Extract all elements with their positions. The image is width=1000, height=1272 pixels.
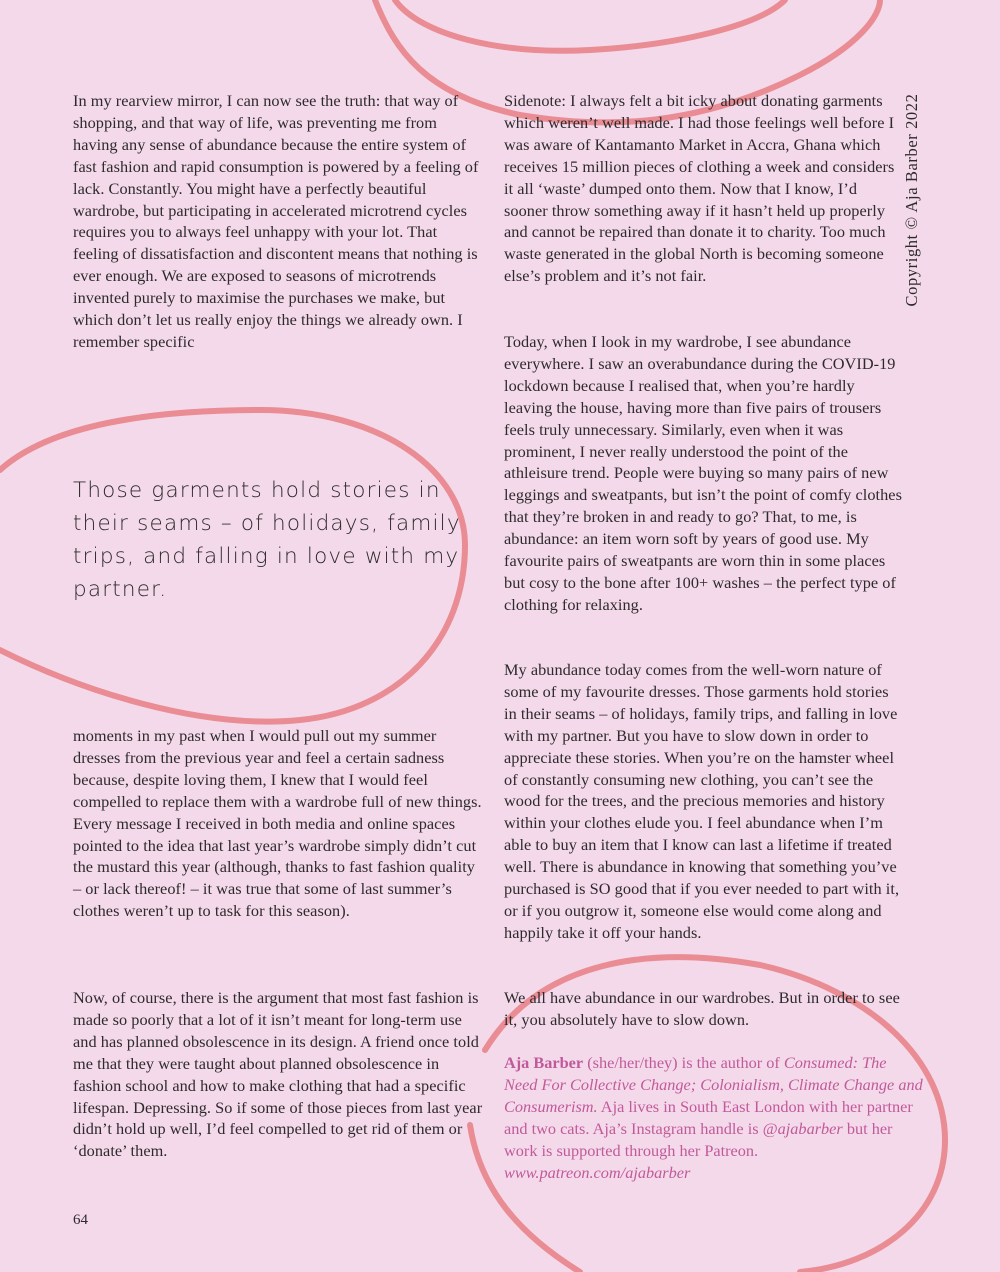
left-paragraph-2: moments in my past when I would pull out my summer dresses from the previous year and feel a certain sadness because, despite loving them, I knew that I would feel compelled to replace them with a wardrobe full of new things. Every message I received in both media and online spaces pointed to the idea that last year’s wardrobe simply didn’t cut the mustard this year (although, thanks to fast fashion quality – or lack thereof! – it was true that some of last summer’s clothes weren’t up to task for this season).	[73, 726, 482, 921]
bio-middle: Aja lives in South East London with her partner and two cats. Aja’s Instagram handle is	[504, 1096, 913, 1138]
right-paragraph-2: Today, when I look in my wardrobe, I see abundance everywhere. I saw an overabundance during the COVID-19 lockdown because I realised that, when you’re hardly leaving the house, having more than five pairs of trousers feels truly unnecessary. Similarly, even when it was prominent, I never really understood the point of the athleisure trend. People were buying so many pairs of new leggings and sweatpants, but isn’t the point of comfy clothes that they’re broken in and ready to go? That, to me, is abundance: an item worn soft by years of good use. My favourite pairs of sweatpants are worn thin in some places but cosy to the bone after 100+ washes – the perfect type of clothing for relaxing.	[504, 332, 902, 614]
right-paragraph-3: My abundance today comes from the well-worn nature of some of my favourite dresses. Those garments hold stories in their seams – of holidays, family trips, and falling in love with my partner. But you have to slow down in order to appreciate these stories. When you’re on the hamster wheel of constantly consuming new clothing, you can’t see the wood for the trees, and the precious memories and history within your clothes elude you. I feel abundance when I’m able to buy an item that I know can last a lifetime if treated well. There is abundance in knowing that something you’ve purchased is SO good that if you ever needed to part with it, or if you outgrow it, someone else would come along and happily take it off your hands.	[504, 660, 900, 942]
author-pronouns: (she/her/they) is the author of	[583, 1053, 784, 1072]
instagram-handle: @ajabarber	[762, 1118, 843, 1138]
right-paragraph-1: Sidenote: I always felt a bit icky about donating garments which weren’t well made. I had those feelings well before I was aware of Kantamanto Market in Accra, Ghana which receives 15 million pieces of clothing a week and considers it all ‘waste’ dumped onto them. Now that I know, I’d sooner throw something away if it hasn’t held up properly and cannot be repaired than donate it to charity. Too much waste generated in the global North is becoming someone else’s problem and it’s not fair.	[504, 91, 895, 286]
bio-tail: but her work is supported through her Patreon.	[504, 1118, 893, 1160]
top-inner-loop	[395, 0, 785, 51]
pull-quote: Those garments hold stories in their seams – of holidays, family trips, and falling in love with my partner.	[73, 478, 461, 602]
patreon-link[interactable]: www.patreon.com/ajabarber	[504, 1162, 691, 1182]
left-paragraph-1: In my rearview mirror, I can now see the truth: that way of shopping, and that way of life, was preventing me from having any sense of abundance because the entire system of fast fashion and rapid consumption is powered by a feeling of lack. Constantly. You might have a perfectly beautiful wardrobe, but participating in accelerated microtrend cycles requires you to always feel unhappy with your lot. That feeling of dissatisfaction and discontent means that nothing is ever enough. We are exposed to seasons of microtrends invented purely to maximise the purchases we make, but which don’t let us really enjoy the things we already own. I remember specific	[73, 91, 479, 351]
copyright-notice: Copyright © Aja Barber 2022	[902, 93, 921, 307]
book-title: Consumed: The Need For Collective Change; Colonialism, Climate Change and Consumerism.	[504, 1053, 923, 1116]
right-paragraph-4: We all have abundance in our wardrobes. But in order to see it, you absolutely have to slow down.	[504, 988, 900, 1029]
author-bio	[504, 1052, 924, 1183]
left-paragraph-3: Now, of course, there is the argument that most fast fashion is made so poorly that a lot of it isn’t meant for long-term use and has planned obsolescence in its design. A friend once told me that they were taught about planned obsolescence in fashion school and how to make clothing that had a specific lifespan. Depressing. So if some of those pieces from last year didn’t hold up well, I’d feel compelled to get rid of them or ‘donate’ them.	[73, 988, 483, 1161]
page-number: 64	[73, 1212, 88, 1228]
author-name: Aja Barber	[504, 1053, 584, 1072]
